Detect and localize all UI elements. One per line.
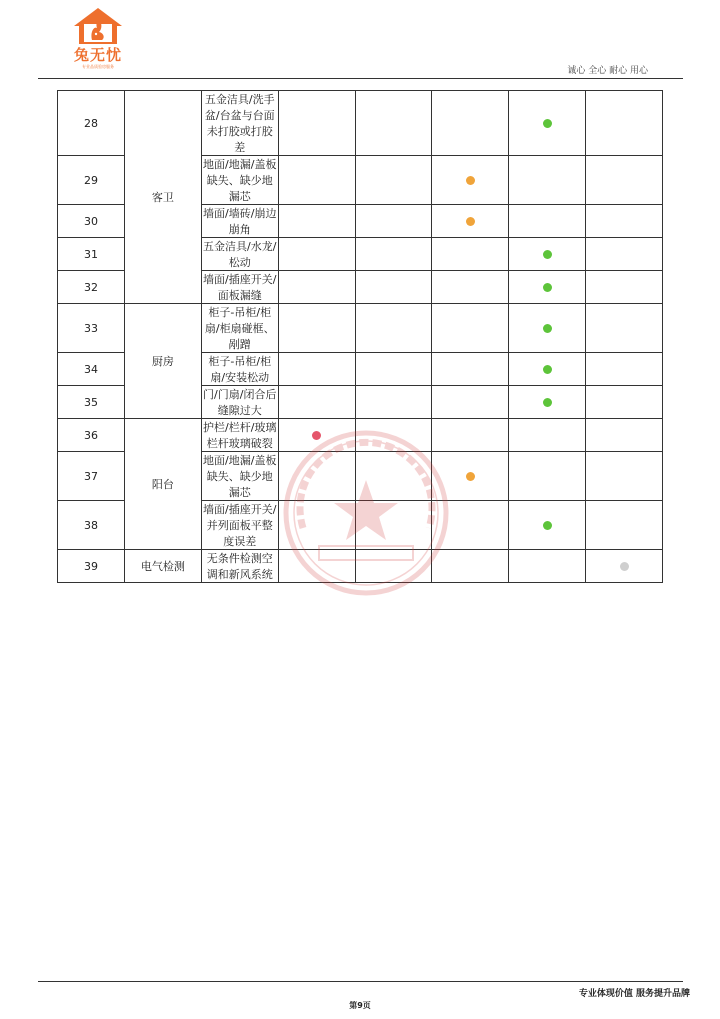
severity-cell: [509, 238, 586, 271]
severity-cell: [355, 156, 432, 205]
brand-logo: [68, 6, 128, 70]
severity-cell: [509, 304, 586, 353]
severity-dot-icon: [466, 176, 475, 185]
row-number: 37: [58, 452, 125, 501]
row-number: 36: [58, 419, 125, 452]
severity-cell: [586, 386, 663, 419]
severity-cell: [586, 238, 663, 271]
severity-dot-icon: [543, 250, 552, 259]
severity-cell: [355, 271, 432, 304]
row-number: 28: [58, 91, 125, 156]
row-item: 柜子-吊柜/柜扇/柜扇碰框、剐蹭: [201, 304, 278, 353]
severity-dot-icon: [466, 472, 475, 481]
table-row: [58, 91, 663, 156]
severity-cell: [278, 156, 355, 205]
row-item: 地面/地漏/盖板缺失、缺少地漏芯: [201, 452, 278, 501]
severity-cell: [586, 271, 663, 304]
severity-cell: [509, 419, 586, 452]
row-item: 五金洁具/水龙/松动: [201, 238, 278, 271]
severity-cell: [278, 386, 355, 419]
row-area: 厨房: [125, 304, 202, 419]
severity-cell: [355, 205, 432, 238]
row-item: 地面/地漏/盖板缺失、缺少地漏芯: [201, 156, 278, 205]
severity-cell: [432, 238, 509, 271]
severity-cell: [586, 353, 663, 386]
severity-dot-icon: [543, 398, 552, 407]
table-row: [58, 304, 663, 353]
severity-cell: [355, 353, 432, 386]
severity-dot-icon: [543, 283, 552, 292]
row-number: 30: [58, 205, 125, 238]
row-item: 墙面/插座开关/并列面板平整度误差: [201, 501, 278, 550]
row-number: 31: [58, 238, 125, 271]
severity-cell: [278, 353, 355, 386]
severity-cell: [509, 501, 586, 550]
house-rabbit-icon: [68, 6, 128, 46]
severity-cell: [278, 271, 355, 304]
severity-cell: [278, 205, 355, 238]
severity-cell: [355, 91, 432, 156]
severity-cell: [586, 156, 663, 205]
row-item: 柜子-吊柜/柜扇/安装松动: [201, 353, 278, 386]
severity-cell: [355, 386, 432, 419]
severity-cell: [432, 353, 509, 386]
severity-cell: [432, 205, 509, 238]
severity-cell: [432, 304, 509, 353]
severity-cell: [586, 419, 663, 452]
row-number: 39: [58, 550, 125, 583]
severity-dot-icon: [543, 365, 552, 374]
footer-slogan: 专业体现价值 服务提升品牌: [578, 989, 690, 999]
severity-dot-icon: [543, 521, 552, 530]
row-area: 电气检测: [125, 550, 202, 583]
severity-cell: [432, 91, 509, 156]
severity-cell: [586, 501, 663, 550]
severity-cell: [278, 91, 355, 156]
footer-divider: [38, 981, 683, 982]
header-divider: [38, 78, 683, 79]
severity-cell: [509, 452, 586, 501]
row-number: 35: [58, 386, 125, 419]
official-seal-stamp: [281, 428, 451, 598]
severity-cell: [509, 386, 586, 419]
row-area: 阳台: [125, 419, 202, 550]
severity-cell: [509, 156, 586, 205]
severity-cell: [586, 304, 663, 353]
page-number: 第9页: [349, 1001, 371, 1010]
severity-cell: [278, 238, 355, 271]
severity-cell: [586, 91, 663, 156]
severity-cell: [355, 238, 432, 271]
severity-dot-icon: [543, 324, 552, 333]
severity-cell: [432, 156, 509, 205]
brand-name: 兔无忧: [73, 46, 122, 64]
severity-cell: [509, 550, 586, 583]
severity-cell: [509, 271, 586, 304]
severity-cell: [432, 386, 509, 419]
row-item: 墙面/墙砖/崩边崩角: [201, 205, 278, 238]
severity-cell: [586, 205, 663, 238]
severity-cell: [509, 91, 586, 156]
row-number: 33: [58, 304, 125, 353]
severity-cell: [432, 271, 509, 304]
row-number: 32: [58, 271, 125, 304]
row-item: 墙面/插座开关/面板漏缝: [201, 271, 278, 304]
severity-cell: [509, 353, 586, 386]
row-item: 无条件检测空调和新风系统: [201, 550, 278, 583]
severity-dot-icon: [543, 119, 552, 128]
severity-dot-icon: [620, 562, 629, 571]
row-area: 客卫: [125, 91, 202, 304]
brand-tagline: 专业品质验房服务: [82, 64, 114, 69]
row-number: 29: [58, 156, 125, 205]
row-number: 38: [58, 501, 125, 550]
row-item: 五金洁具/洗手盆/台盆与台面未打胶或打胶差: [201, 91, 278, 156]
severity-cell: [509, 205, 586, 238]
severity-dot-icon: [466, 217, 475, 226]
row-number: 34: [58, 353, 125, 386]
severity-cell: [355, 304, 432, 353]
header-slogan: 诚心 全心 耐心 用心: [567, 66, 648, 76]
row-item: 门/门扇/闭合后缝隙过大: [201, 386, 278, 419]
severity-cell: [278, 304, 355, 353]
row-item: 护栏/栏杆/玻璃栏杆玻璃破裂: [201, 419, 278, 452]
severity-cell: [586, 452, 663, 501]
severity-cell: [586, 550, 663, 583]
